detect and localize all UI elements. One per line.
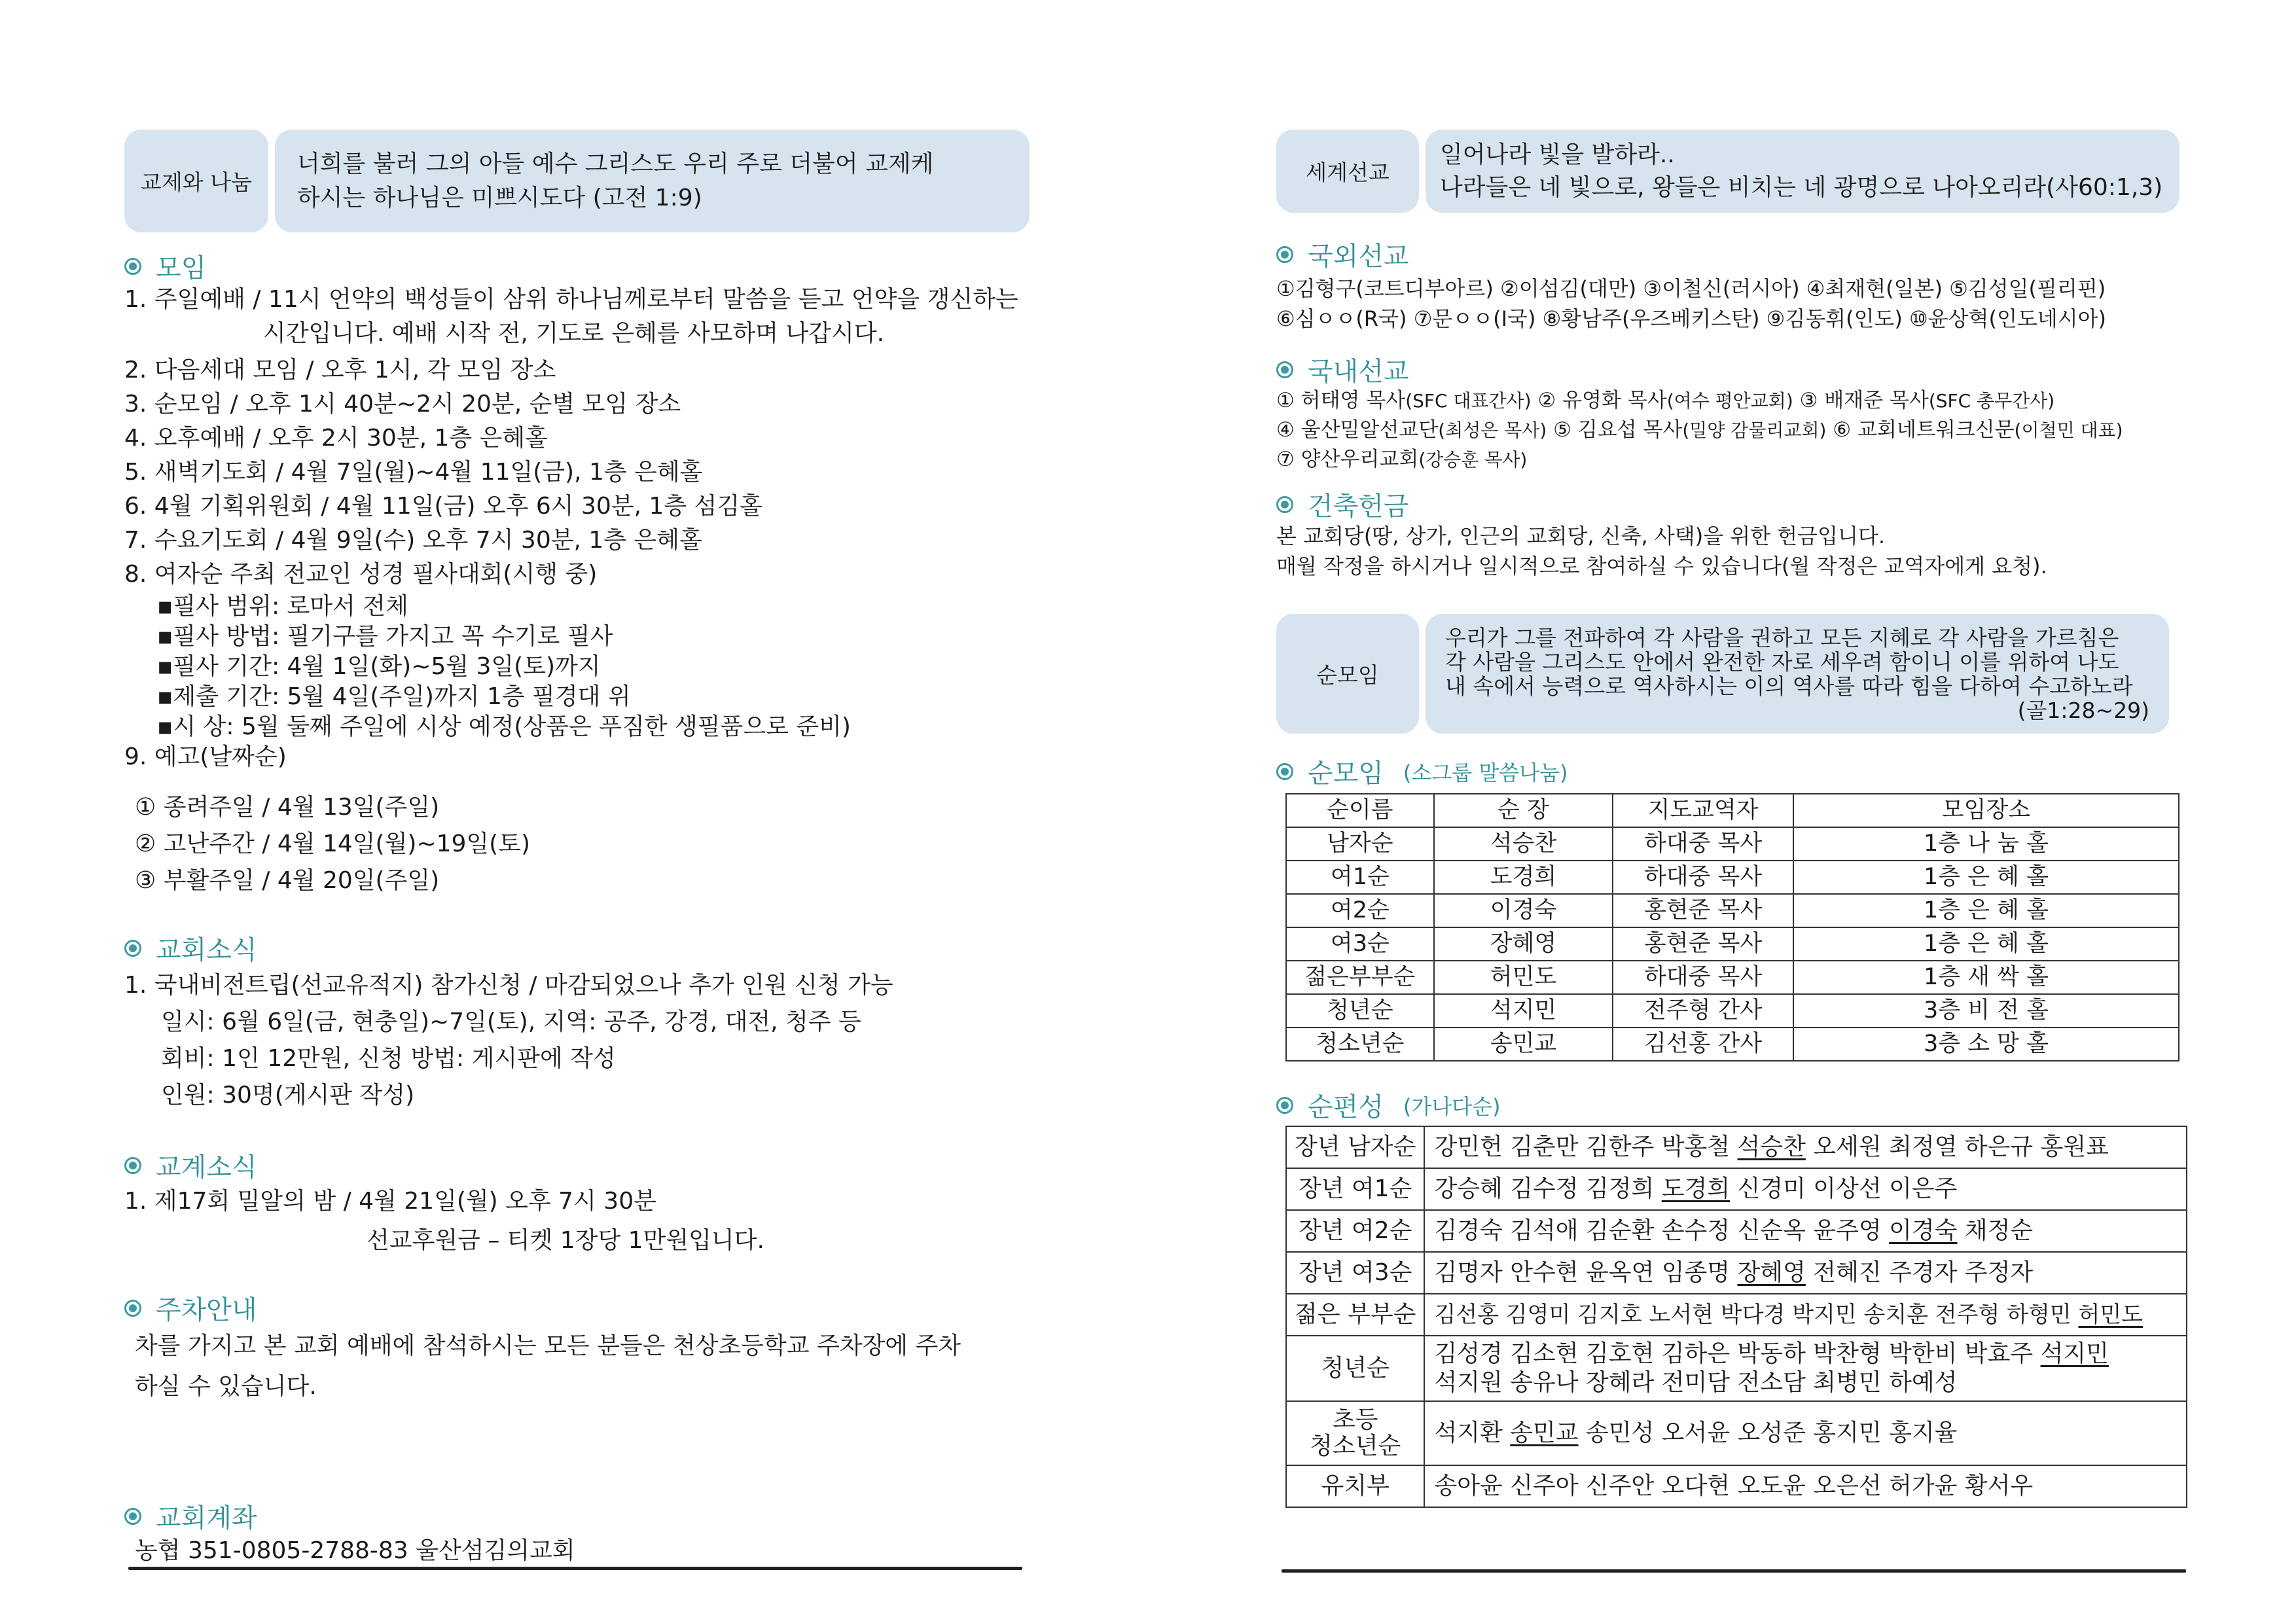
member-names: 강승혜 김수정 김정희 <box>1434 1175 1662 1202</box>
overseas-mission-section-header <box>1276 236 1409 273</box>
mission-name: ⑤ 김요섭 목사 <box>1547 418 1683 442</box>
table-cell: 청년순 <box>1286 994 1434 1027</box>
list-item <box>1276 416 2123 445</box>
list-item: 일시: 6월 6일(금, 현충일)~7일(토), 지역: 공주, 강경, 대전, 청주 등 <box>161 1008 861 1035</box>
mission-name: ⑦ 양산우리교회 <box>1276 448 1419 471</box>
list-item: 3. 순모임 / 오후 1시 40분~2시 20분, 순별 모임 장소 <box>124 391 681 418</box>
table-cell: 장혜영 <box>1434 927 1613 961</box>
list-item: ▪필사 범위: 로마서 전체 <box>157 593 408 620</box>
bottom-rule <box>1282 1569 2186 1573</box>
section-bullet-icon <box>124 1300 141 1317</box>
banner-tag: 순모임 <box>1276 614 1419 734</box>
world-mission-banner <box>1276 130 2179 213</box>
bottom-rule <box>128 1567 1022 1570</box>
label-line: 초등 <box>1332 1406 1378 1433</box>
group-members: 송아윤 신주아 신주안 오다현 오도윤 오은선 허가윤 황서우 <box>1424 1465 2187 1507</box>
church-news-list <box>124 967 893 1114</box>
mission-note: (SFC 대표간사) <box>1405 390 1532 412</box>
table-cell: 1층 은 혜 홀 <box>1793 894 2179 927</box>
table-cell: 여1순 <box>1286 861 1434 894</box>
parking-text <box>135 1326 961 1407</box>
church-news-section-header <box>124 929 257 967</box>
transcription-details <box>124 592 851 772</box>
list-item: 시간입니다. 예배 시작 전, 기도로 은혜를 사모하며 나갑시다. <box>263 320 885 347</box>
table-cell: 홍현준 목사 <box>1613 894 1793 927</box>
list-item: ▪필사 방법: 필기구를 가지고 꼭 수기로 필사 <box>157 623 613 650</box>
preview-list <box>135 789 530 899</box>
table-cell: 1층 나 눔 홀 <box>1793 827 2179 861</box>
account-number: 농협 351-0805-2788-83 울산섬김의교회 <box>135 1537 575 1564</box>
table-row <box>1286 1252 2187 1294</box>
text-line: 매월 작정을 하시거나 일시적으로 참여하실 수 있습니다(월 작정은 교역자에게 요청). <box>1276 554 2047 579</box>
denomination-news-section-header <box>124 1147 257 1184</box>
verse-line: 각 사람을 그리스도 안에서 완전한 자로 세우려 함이니 이를 위하여 나도 <box>1445 649 2119 675</box>
banner-tag: 세계선교 <box>1276 130 1419 213</box>
table-cell: 하대중 목사 <box>1613 861 1793 894</box>
parking-section-header <box>124 1289 257 1327</box>
group-members <box>1424 1168 2187 1210</box>
verse-line: 내 속에서 능력으로 역사하시는 이의 역사를 따라 힘을 다하여 수고하노라 <box>1445 673 2133 699</box>
domestic-mission-section-header <box>1276 351 1409 388</box>
table-cell: 홍현준 목사 <box>1613 927 1793 961</box>
table-cell: 1층 은 혜 홀 <box>1793 927 2179 961</box>
member-names: 신경미 이상선 이은주 <box>1730 1175 1958 1202</box>
member-names: 송민성 오서윤 오성준 홍지민 홍지율 <box>1578 1419 1958 1446</box>
table-cell: 1층 새 싹 홀 <box>1793 961 2179 994</box>
table-row <box>1286 894 2179 927</box>
small-group-banner <box>1276 614 2169 734</box>
list-item: 5. 새벽기도회 / 4월 7일(월)~4월 11일(금), 1층 은혜홀 <box>124 459 703 486</box>
text-line: 본 교회당(땅, 상가, 인근의 교회당, 신축, 사택)을 위한 헌금입니다. <box>1276 524 1886 548</box>
section-bullet-icon <box>1276 1097 1293 1114</box>
list-item: 1. 국내비전트립(선교유적지) 참가신청 / 마감되었으나 추가 인원 신청 가능 <box>124 972 893 999</box>
table-cell: 젊은부부순 <box>1286 961 1434 994</box>
table-cell: 여3순 <box>1286 927 1434 961</box>
table-cell: 여2순 <box>1286 894 1434 927</box>
section-title: 교회소식 <box>156 935 257 965</box>
member-line <box>1434 1340 2177 1368</box>
building-fund-section-header <box>1276 486 1409 523</box>
table-cell: 석지민 <box>1434 994 1613 1027</box>
table-cell: 김선홍 간사 <box>1613 1027 1793 1061</box>
mission-name: ③ 배재준 목사 <box>1793 389 1929 412</box>
verse-line: 우리가 그를 전파하여 각 사람을 권하고 모든 지혜로 각 사람을 가르침은 <box>1445 624 2119 651</box>
table-header-row <box>1286 794 2179 827</box>
group-label: 장년 여3순 <box>1286 1252 1424 1294</box>
small-groups-table <box>1285 793 2179 1061</box>
table-row <box>1286 1168 2187 1210</box>
group-members <box>1424 1401 2187 1465</box>
list-item <box>1276 445 2123 474</box>
table-row <box>1286 1294 2187 1336</box>
section-title: 모임 <box>156 253 207 283</box>
column-header: 순 장 <box>1434 794 1613 827</box>
group-label <box>1286 1401 1424 1465</box>
list-item: 9. 예고(날짜순) <box>124 743 287 770</box>
group-leader: 석지민 <box>2040 1340 2109 1367</box>
table-row <box>1286 1465 2187 1507</box>
member-names: 석지환 <box>1434 1419 1511 1446</box>
list-item: ② 고난주간 / 4월 14일(월)~19일(토) <box>135 830 531 857</box>
domestic-missionaries <box>1276 386 2123 474</box>
mission-note: (여수 평안교회) <box>1666 390 1793 412</box>
verse-line: 일어나라 빛을 발하라.. <box>1440 141 1675 168</box>
table-cell: 송민교 <box>1434 1027 1613 1061</box>
member-names: 김선홍 김영미 김지호 노서현 박다경 박지민 송치훈 전주형 하형민 <box>1434 1302 2079 1328</box>
group-label: 청년순 <box>1286 1336 1424 1401</box>
section-subtitle: (가나다순) <box>1403 1094 1501 1119</box>
section-title: 국외선교 <box>1308 241 1409 272</box>
group-label: 유치부 <box>1286 1465 1424 1507</box>
section-title: 건축헌금 <box>1308 491 1409 522</box>
table-cell: 남자순 <box>1286 827 1434 861</box>
meeting-list <box>124 283 1018 592</box>
section-title: 순편성 <box>1308 1092 1384 1122</box>
section-title: 국내선교 <box>1308 357 1409 387</box>
section-bullet-icon <box>1276 496 1293 513</box>
table-cell: 하대중 목사 <box>1613 827 1793 861</box>
table-row <box>1286 1027 2179 1061</box>
section-bullet-icon <box>124 940 141 957</box>
member-names: 오세원 최정열 하은규 홍원표 <box>1805 1133 2109 1160</box>
denomination-news-list <box>124 1182 764 1260</box>
member-names: 김명자 안수현 윤옥연 임종명 <box>1434 1259 1738 1286</box>
group-members <box>1424 1252 2187 1294</box>
list-item: 1. 주일예배 / 11시 언약의 백성들이 삼위 하나님께로부터 말씀을 듣고 언약을 갱신하는 <box>124 286 1018 313</box>
list-item: 4. 오후예배 / 오후 2시 30분, 1층 은혜홀 <box>124 425 548 452</box>
table-cell: 청소년순 <box>1286 1027 1434 1061</box>
section-title: 교계소식 <box>156 1152 257 1183</box>
member-names: 김경숙 김석애 김순환 손수정 신순옥 윤주영 <box>1434 1217 1890 1244</box>
table-row <box>1286 1126 2187 1168</box>
list-item: 6. 4월 기획위원회 / 4월 11일(금) 오후 6시 30분, 1층 섬김홀 <box>124 493 762 520</box>
mission-note: (이철민 대표) <box>2014 419 2123 441</box>
list-item: 1. 제17회 밀알의 밤 / 4월 21일(월) 오후 7시 30분 <box>124 1188 656 1215</box>
small-groups-section-header <box>1276 753 1568 790</box>
member-names: 채정순 <box>1957 1217 2034 1244</box>
group-label: 장년 남자순 <box>1286 1126 1424 1168</box>
group-members <box>1424 1294 2187 1336</box>
column-header: 모임장소 <box>1793 794 2179 827</box>
table-cell: 3층 비 전 홀 <box>1793 994 2179 1027</box>
group-label: 장년 여1순 <box>1286 1168 1424 1210</box>
group-leader: 장혜영 <box>1737 1259 1806 1286</box>
section-title: 교회계좌 <box>156 1503 257 1533</box>
banner-verse <box>1426 130 2179 213</box>
banner-tag: 교제와 나눔 <box>124 130 268 232</box>
member-names: 전혜진 주경자 주정자 <box>1805 1259 2034 1286</box>
section-bullet-icon <box>124 1508 141 1525</box>
group-members <box>1424 1210 2187 1252</box>
section-bullet-icon <box>1276 361 1293 378</box>
group-members <box>1424 1126 2187 1168</box>
list-item: 회비: 1인 12만원, 신청 방법: 게시판에 작성 <box>161 1045 616 1072</box>
table-cell: 석승찬 <box>1434 827 1613 861</box>
list-item: 인원: 30명(게시판 작성) <box>161 1082 415 1109</box>
table-row <box>1286 994 2179 1027</box>
group-assignments-section-header <box>1276 1086 1501 1124</box>
list-item: ① 종려주일 / 4월 13일(주일) <box>135 794 440 821</box>
table-cell: 전주형 간사 <box>1613 994 1793 1027</box>
mission-note: (SFC 총무간사) <box>1928 390 2055 412</box>
table-cell: 이경숙 <box>1434 894 1613 927</box>
table-row <box>1286 1401 2187 1465</box>
table-cell: 1층 은 혜 홀 <box>1793 861 2179 894</box>
group-leader: 송민교 <box>1510 1419 1579 1446</box>
section-subtitle: (소그룹 말씀나눔) <box>1403 760 1568 785</box>
section-title: 순모임 <box>1308 758 1384 789</box>
list-item: 선교후원금 – 티켓 1장당 1만원입니다. <box>367 1227 764 1254</box>
building-fund-text <box>1276 521 2047 581</box>
overseas-missionaries <box>1276 274 2106 334</box>
table-row <box>1286 1336 2187 1401</box>
mission-name: ⑥ 교회네트워크신문 <box>1826 418 2015 442</box>
banner-verse <box>1426 614 2169 734</box>
table-row <box>1286 861 2179 894</box>
group-label: 젊은 부부순 <box>1286 1294 1424 1336</box>
text-line: 차를 가지고 본 교회 예배에 참석하시는 모든 분들은 천상초등학교 주차장에 주차 <box>135 1332 961 1359</box>
meeting-section-header <box>124 247 206 285</box>
list-item: ③ 부활주일 / 4월 20일(주일) <box>135 867 440 894</box>
section-bullet-icon <box>124 258 141 275</box>
list-item <box>1276 386 2123 416</box>
table-cell: 도경희 <box>1434 861 1613 894</box>
list-item: 8. 여자순 주최 전교인 성경 필사대회(시행 중) <box>124 561 598 588</box>
group-leader: 허민도 <box>2078 1302 2144 1328</box>
group-leader: 도경희 <box>1661 1175 1731 1202</box>
mission-name: ① 허태영 목사 <box>1276 389 1406 412</box>
list-item: ▪필사 기간: 4월 1일(화)~5월 3일(토)까지 <box>157 653 601 680</box>
table-cell: 하대중 목사 <box>1613 961 1793 994</box>
group-leader: 석승찬 <box>1737 1133 1806 1160</box>
list-item: ⑥심ㅇㅇ(R국) ⑦문ㅇㅇ(I국) ⑧황남주(우즈베키스탄) ⑨김동휘(인도) ⑩윤상혁(인도네시아) <box>1276 306 2107 331</box>
section-bullet-icon <box>1276 246 1293 263</box>
table-row <box>1286 961 2179 994</box>
mission-note: (최성은 목사) <box>1438 419 1547 441</box>
verse-line: 너희를 불러 그의 아들 예수 그리스도 우리 주로 더불어 교제케 <box>297 150 934 177</box>
mission-note: (밀양 감물리교회) <box>1682 419 1827 441</box>
group-leader: 이경숙 <box>1889 1217 1958 1244</box>
column-header: 지도교역자 <box>1613 794 1793 827</box>
mission-note: (강승훈 목사) <box>1418 449 1528 471</box>
verse-line: 하시는 하나님은 미쁘시도다 (고전 1:9) <box>297 184 702 211</box>
verse-reference: (골1:28~29) <box>2017 697 2149 723</box>
mission-name: ② 유영화 목사 <box>1531 389 1667 412</box>
table-row <box>1286 1210 2187 1252</box>
table-cell: 3층 소 망 홀 <box>1793 1027 2179 1061</box>
table-row <box>1286 827 2179 861</box>
text-line: 하실 수 있습니다. <box>135 1373 317 1400</box>
list-item: 2. 다음세대 모임 / 오후 1시, 각 모임 장소 <box>124 357 556 383</box>
group-assignments-table <box>1285 1126 2187 1508</box>
fellowship-banner <box>124 130 1030 232</box>
list-item: 7. 수요기도회 / 4월 9일(수) 오후 7시 30분, 1층 은혜홀 <box>124 527 702 554</box>
account-section-header <box>124 1497 257 1535</box>
list-item: ①김형구(코트디부아르) ②이섬김(대만) ③이철신(러시아) ④최재현(일본) ⑤김성일(필리핀) <box>1276 276 2106 301</box>
section-bullet-icon <box>1276 763 1293 780</box>
mission-name: ④ 울산밀알선교단 <box>1276 418 1439 442</box>
member-names: 김성경 김소현 김호현 김하은 박동하 박찬형 박한비 박효주 <box>1434 1340 2041 1367</box>
list-item: ▪시 상: 5월 둘째 주일에 시상 예정(상품은 푸짐한 생필품으로 준비) <box>157 713 851 740</box>
section-title: 주차안내 <box>156 1295 257 1325</box>
list-item: ▪제출 기간: 5월 4일(주일)까지 1층 필경대 위 <box>157 683 631 710</box>
group-label: 장년 여2순 <box>1286 1210 1424 1252</box>
verse-line: 나라들은 네 빛으로, 왕들은 비치는 네 광명으로 나아오리라(사60:1,3) <box>1440 173 2163 201</box>
member-names: 석지원 송유나 장혜라 전미담 전소담 최병민 하예성 <box>1434 1369 1958 1396</box>
section-bullet-icon <box>124 1157 141 1174</box>
member-names: 강민헌 김춘만 김한주 박홍철 <box>1434 1133 1738 1160</box>
group-members <box>1424 1336 2187 1401</box>
banner-verse <box>275 130 1030 232</box>
column-header: 순이름 <box>1286 794 1434 827</box>
table-cell: 허민도 <box>1434 961 1613 994</box>
label-line: 청소년순 <box>1310 1433 1401 1459</box>
table-row <box>1286 927 2179 961</box>
